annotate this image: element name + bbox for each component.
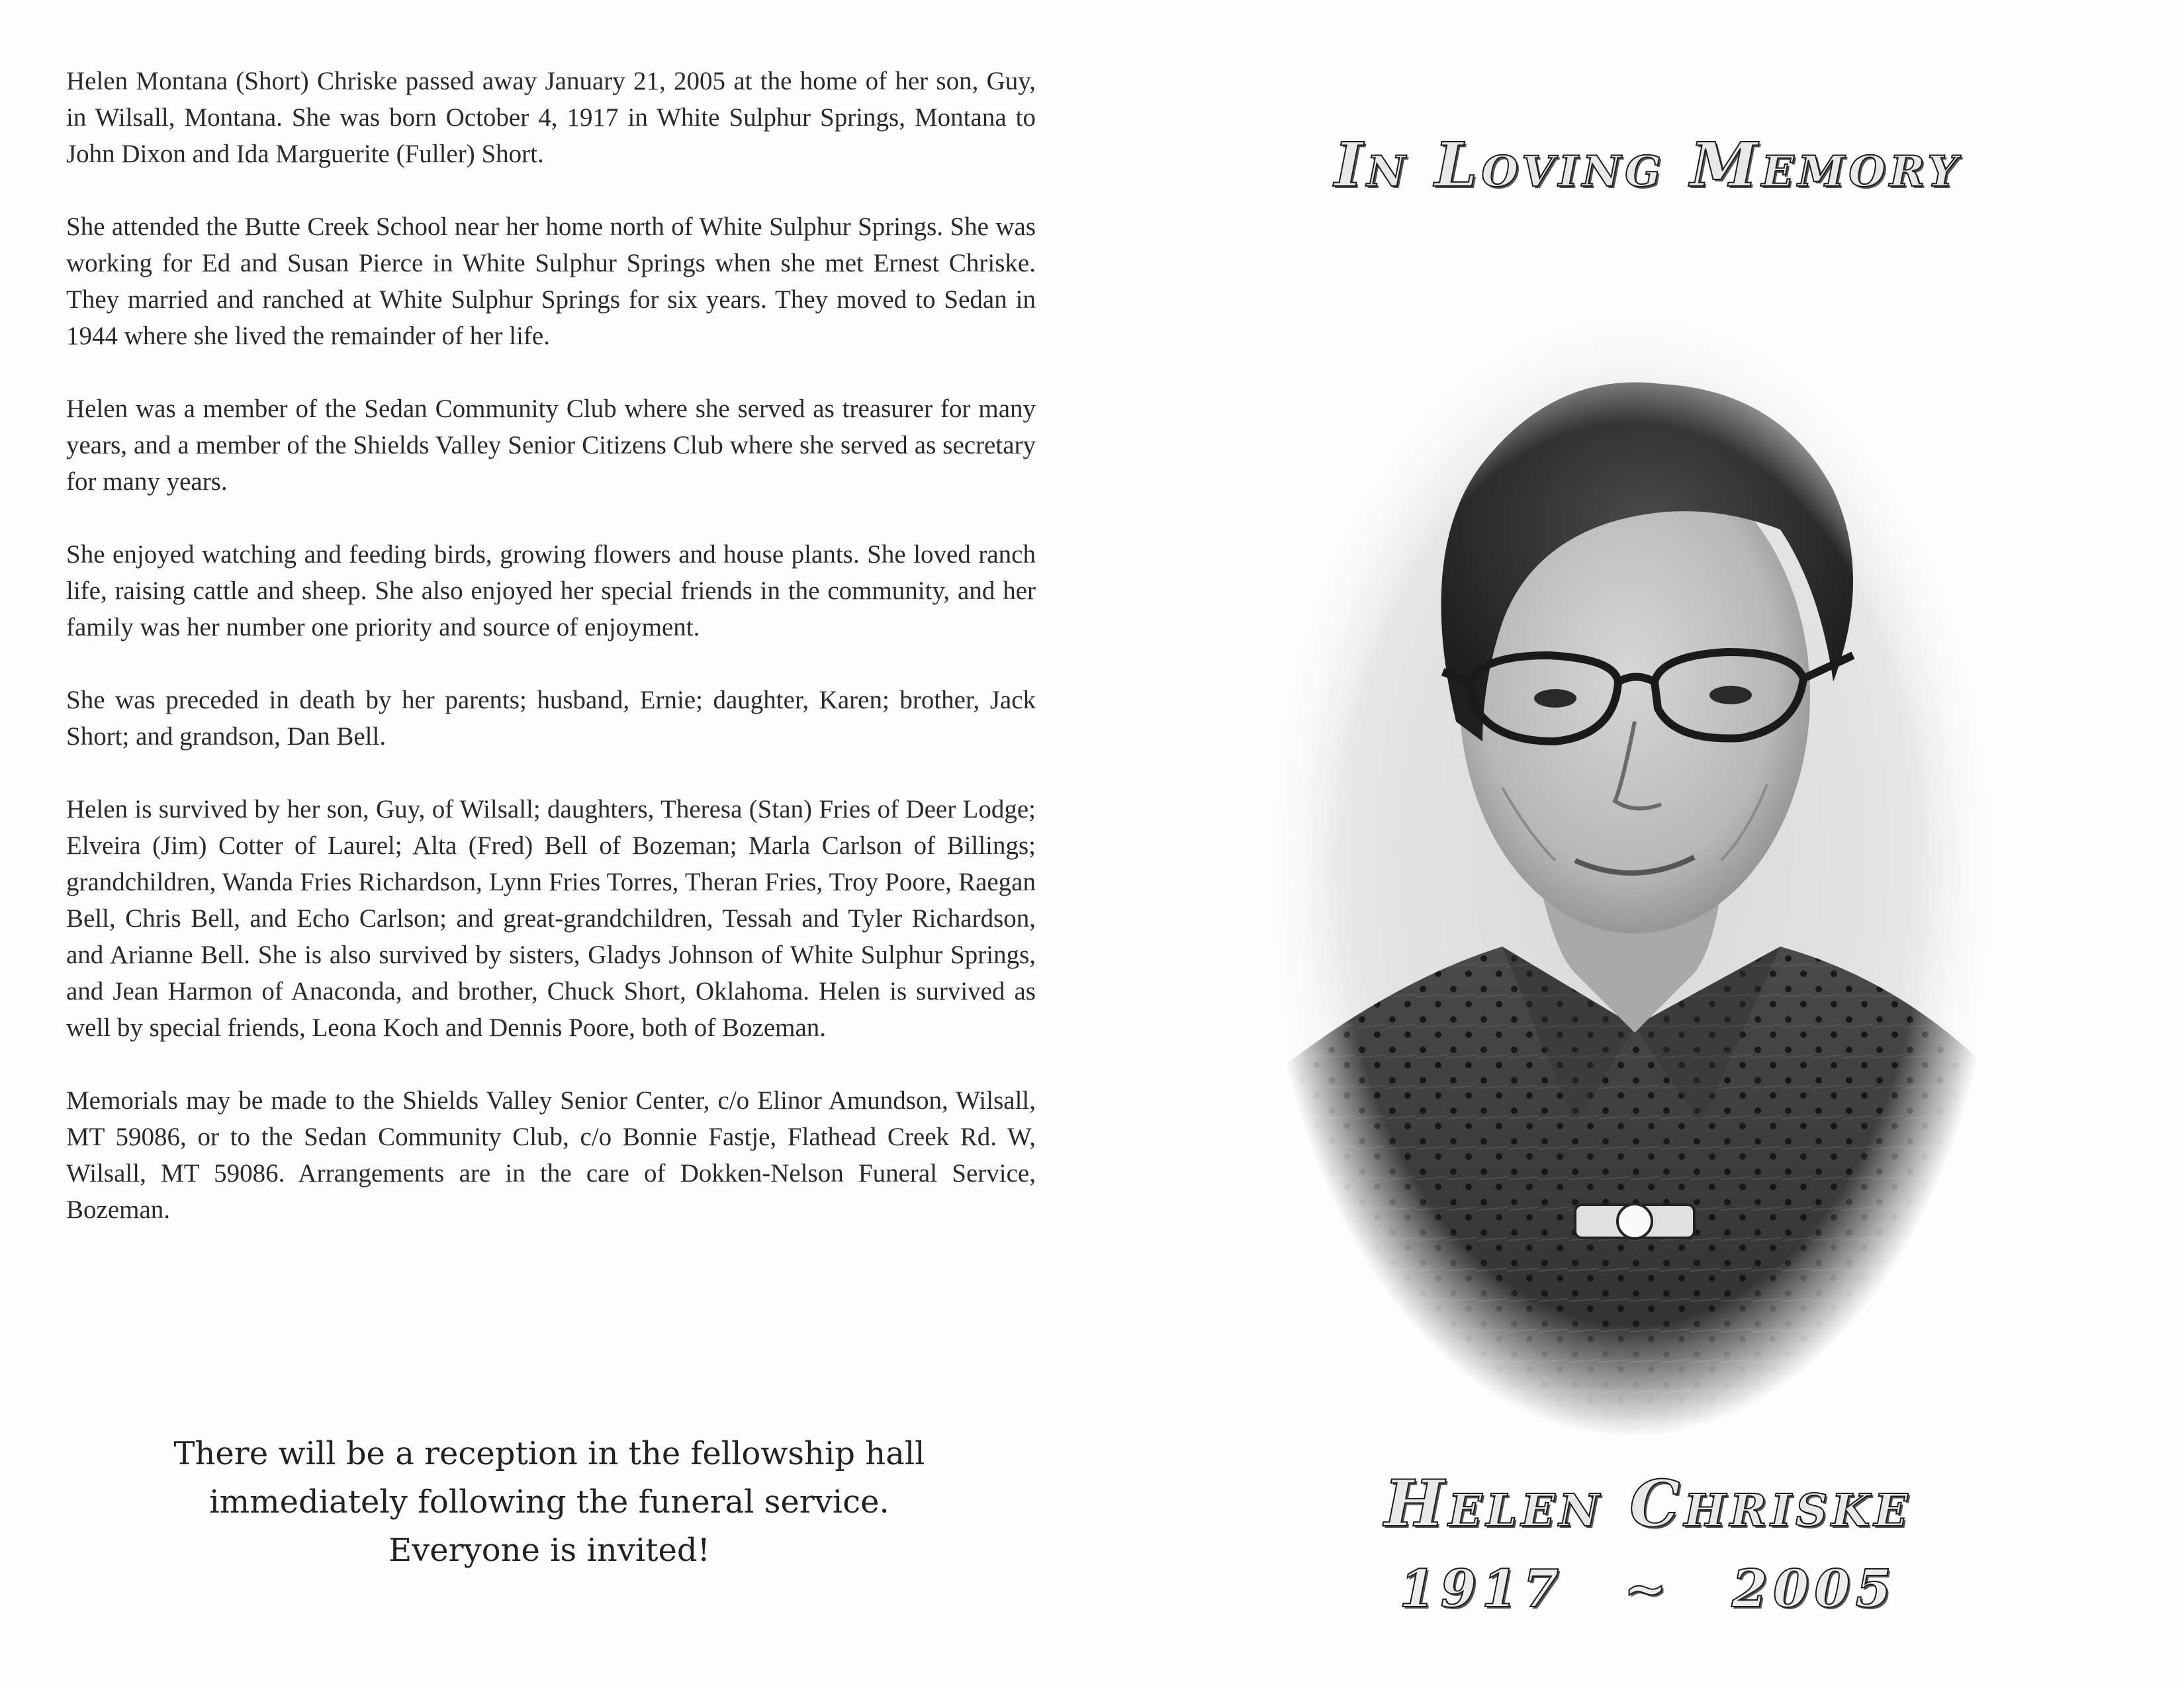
portrait-photo: [1264, 311, 1999, 1436]
obituary-paragraph-survivors: Helen is survived by her son, Guy, of Wilsall; daughters, Theresa (Stan) Fries of Deer Lodge; Elveira (Jim) Cotter of Laurel; Alta (Fred) Bell of Bozeman; Marla Carlson of Billings; grandchildren, Wanda Fries Richardson, Lynn Fries Torres, Theran Fries, Troy Poore, Raegan Bell, Chris Bell, and Echo Carlson; and great-grandchildren, Tessah and Tyler Richardson, and Arianne Bell. She is also survived by sisters, Gladys Johnson of White Sulphur Springs, and Jean Harmon of Anaconda, and brother, Chuck Short, Oklahoma. Helen is survived as well by special friends, Leona Koch and Dennis Poore, both of Bozeman.: [66, 795, 1036, 1042]
date-separator: ~: [1623, 1559, 1672, 1619]
obituary-text: [66, 63, 1036, 1264]
reception-line: immediately following the funeral service.: [209, 1483, 889, 1521]
obituary-paragraph-preceded: She was preceded in death by her parents; husband, Ernie; daughter, Karen; brother, Jack Short; and grandson, Dan Bell.: [66, 686, 1036, 751]
birth-year: 1917: [1399, 1559, 1565, 1619]
obituary-paragraph-hobbies: She enjoyed watching and feeding birds, growing flowers and house plants. She loved ranch life, raising cattle and sheep. She also enjoyed her special friends in the community, and her family was her number one priority and source of enjoyment.: [66, 540, 1036, 641]
reception-notice: [113, 1430, 986, 1575]
obituary-paragraph-memorials: Memorials may be made to the Shields Valley Senior Center, c/o Elinor Amundson, Wilsall, MT 59086, or to the Sedan Community Club, c/o Bonnie Fastje, Flathead Creek Rd. W, Wilsall, MT 59086. Arrangements are in the care of Dokken-Nelson Funeral Service, Bozeman.: [66, 1086, 1036, 1224]
brooch: [1575, 1204, 1694, 1239]
obituary-paragraph-life: She attended the Butte Creek School near her home north of White Sulphur Springs. She was working for Ed and Susan Pierce in White Sulphur Springs when she met Ernest Chriske. They married and ranched at White Sulphur Springs for six years. They moved to Sedan in 1944 where she lived the remainder of her life.: [66, 212, 1036, 350]
portrait-image: [1264, 311, 1999, 1436]
deceased-name: Helen Chriske: [1384, 1466, 1912, 1541]
life-dates: [1231, 1559, 2065, 1619]
death-year: 2005: [1731, 1559, 1897, 1619]
obituary-paragraph-birth: Helen Montana (Short) Chriske passed away January 21, 2005 at the home of her son, Guy, in Wilsall, Montana. She was born October 4, 1917 in White Sulphur Springs, Montana to John Dixon and Ida Marguerite (Fuller) Short.: [66, 67, 1036, 168]
obituary-paragraph-clubs: Helen was a member of the Sedan Community Club where she served as treasurer for many years, and a member of the Shields Valley Senior Citizens Club where she served as secretary for many years.: [66, 395, 1036, 496]
reception-line: Everyone is invited!: [388, 1532, 710, 1569]
reception-line: There will be a reception in the fellowship hall: [173, 1435, 925, 1472]
in-loving-memory-heading: In Loving Memory: [1334, 129, 1962, 201]
